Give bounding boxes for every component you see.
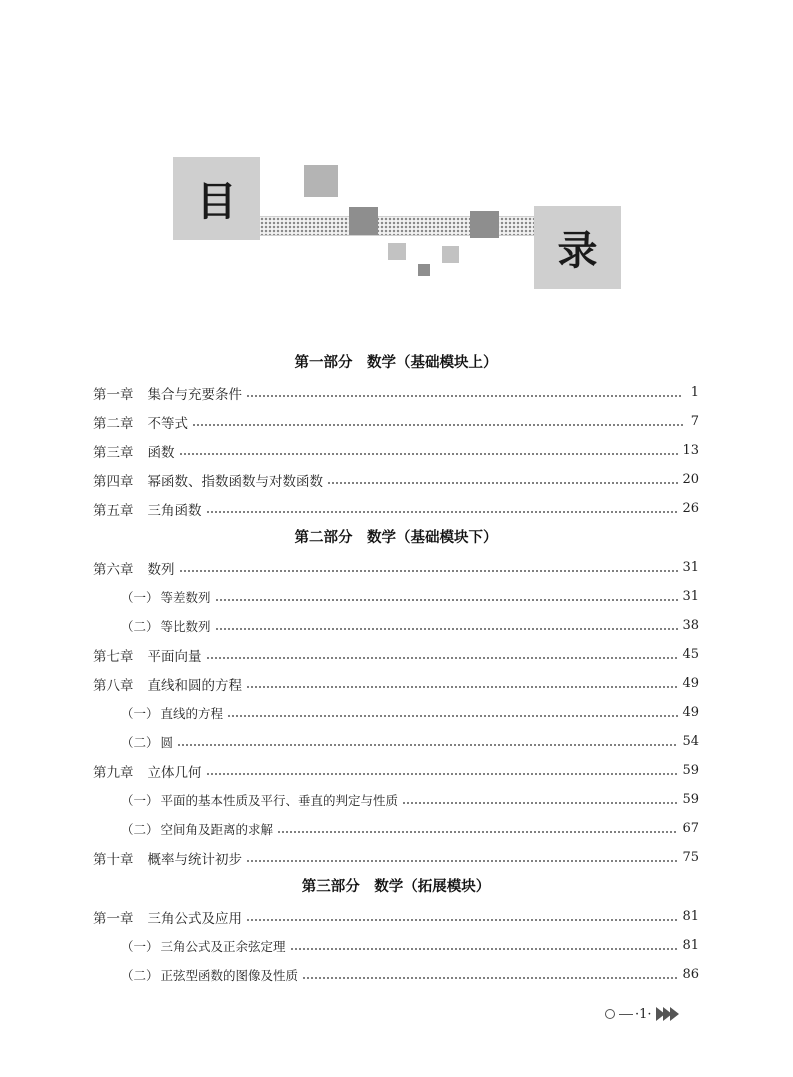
toc-entry-number: （一） bbox=[121, 705, 159, 721]
decor-square bbox=[418, 264, 430, 276]
toc-part-heading: 第一部分 数学（基础模块上） bbox=[294, 355, 498, 371]
toc-entry-number: 第五章 bbox=[93, 502, 134, 519]
toc-entry-title: 概率与统计初步 bbox=[147, 851, 242, 868]
toc-section-entry[interactable] bbox=[93, 960, 699, 989]
toc-entry-page: 54 bbox=[682, 734, 699, 749]
toc-entry-number: （一） bbox=[121, 792, 159, 808]
toc-entry-number: 第八章 bbox=[93, 677, 134, 694]
toc-section-entry[interactable] bbox=[93, 582, 699, 611]
toc-entry-page: 86 bbox=[682, 967, 699, 982]
toc-entry-page: 7 bbox=[690, 414, 699, 429]
dot-leader bbox=[402, 802, 678, 804]
toc-entry-page: 81 bbox=[682, 909, 699, 924]
toc-entry-title: 立体几何 bbox=[147, 764, 202, 781]
toc-section-entry[interactable] bbox=[93, 611, 699, 640]
page-footer bbox=[605, 1004, 679, 1024]
dot-leader bbox=[215, 628, 679, 630]
title-box-left bbox=[173, 157, 260, 240]
dot-leader bbox=[177, 744, 678, 746]
chevron-right-icon bbox=[670, 1007, 679, 1021]
toc-entry-title: 平面的基本性质及平行、垂直的判定与性质 bbox=[160, 792, 399, 808]
toc-entry-number: 第六章 bbox=[93, 561, 134, 578]
circle-icon bbox=[605, 1009, 615, 1019]
dot-leader bbox=[246, 919, 678, 921]
toc-section-entry[interactable] bbox=[93, 727, 699, 756]
toc-section-entry[interactable] bbox=[93, 931, 699, 960]
toc-chapter-entry[interactable] bbox=[93, 669, 699, 698]
toc-entry-title: 三角公式及应用 bbox=[147, 910, 242, 927]
toc-entry-page: 59 bbox=[682, 763, 699, 778]
toc-entry-page: 31 bbox=[682, 560, 699, 575]
toc-entry-number: （二） bbox=[121, 967, 159, 983]
toc-section-entry[interactable] bbox=[93, 814, 699, 843]
toc-chapter-entry[interactable] bbox=[93, 902, 699, 931]
toc-entry-page: 67 bbox=[682, 821, 699, 836]
dot-leader bbox=[179, 453, 679, 455]
toc-entry-title: 函数 bbox=[147, 444, 175, 461]
toc-entry-page: 20 bbox=[682, 472, 699, 487]
toc-entry-page: 49 bbox=[682, 676, 699, 691]
title-box-right bbox=[534, 206, 621, 289]
toc-entry-title: 等差数列 bbox=[160, 589, 211, 605]
decor-square bbox=[442, 246, 459, 263]
toc-part-heading: 第三部分 数学（拓展模块） bbox=[301, 879, 491, 895]
toc-entry-number: 第三章 bbox=[93, 444, 134, 461]
toc-chapter-entry[interactable] bbox=[93, 553, 699, 582]
table-of-contents bbox=[93, 348, 699, 989]
divider bbox=[619, 1014, 633, 1015]
toc-entry-title: 集合与充要条件 bbox=[147, 386, 242, 403]
toc-entry-title: 圆 bbox=[160, 734, 174, 750]
toc-entry-number: （二） bbox=[121, 734, 159, 750]
title-char-right: 录 bbox=[557, 228, 598, 274]
toc-entry-title: 三角公式及正余弦定理 bbox=[160, 938, 286, 954]
toc-entry-page: 26 bbox=[682, 501, 699, 516]
toc-entry-number: （二） bbox=[121, 821, 159, 837]
toc-entry-title: 数列 bbox=[147, 561, 175, 578]
toc-entry-title: 直线和圆的方程 bbox=[147, 677, 242, 694]
decor-square bbox=[388, 243, 406, 260]
toc-chapter-entry[interactable] bbox=[93, 494, 699, 523]
toc-entry-number: 第一章 bbox=[93, 386, 134, 403]
dot-leader bbox=[246, 860, 678, 862]
decor-square bbox=[304, 165, 338, 197]
toc-entry-page: 81 bbox=[682, 938, 699, 953]
toc-entry-number: 第一章 bbox=[93, 910, 134, 927]
title-char-left: 目 bbox=[196, 179, 237, 225]
dot-leader bbox=[246, 395, 683, 397]
toc-entry-page: 59 bbox=[682, 792, 699, 807]
toc-entry-number: （一） bbox=[121, 589, 159, 605]
dot-leader bbox=[206, 657, 679, 659]
toc-chapter-entry[interactable] bbox=[93, 843, 699, 872]
page-number: ·1· bbox=[635, 1006, 652, 1022]
toc-entry-title: 空间角及距离的求解 bbox=[160, 821, 274, 837]
toc-entry-number: 第二章 bbox=[93, 415, 134, 432]
dot-leader bbox=[246, 686, 678, 688]
toc-entry-number: 第十章 bbox=[93, 851, 134, 868]
toc-entry-page: 38 bbox=[682, 618, 699, 633]
toc-entry-title: 直线的方程 bbox=[160, 705, 224, 721]
toc-chapter-entry[interactable] bbox=[93, 465, 699, 494]
dot-leader bbox=[327, 482, 678, 484]
toc-chapter-entry[interactable] bbox=[93, 407, 699, 436]
toc-entry-page: 1 bbox=[690, 385, 699, 400]
toc-entry-number: （一） bbox=[121, 938, 159, 954]
dot-leader bbox=[179, 570, 679, 572]
toc-section-entry[interactable] bbox=[93, 698, 699, 727]
toc-chapter-entry[interactable] bbox=[93, 378, 699, 407]
toc-chapter-entry[interactable] bbox=[93, 640, 699, 669]
toc-entry-page: 13 bbox=[682, 443, 699, 458]
toc-entry-title: 平面向量 bbox=[147, 648, 202, 665]
toc-section-entry[interactable] bbox=[93, 785, 699, 814]
toc-entry-title: 正弦型函数的图像及性质 bbox=[160, 967, 299, 983]
toc-part-heading: 第二部分 数学（基础模块下） bbox=[294, 530, 498, 546]
decor-square bbox=[349, 207, 378, 235]
toc-entry-number: （二） bbox=[121, 618, 159, 634]
toc-entry-title: 等比数列 bbox=[160, 618, 211, 634]
toc-entry-number: 第九章 bbox=[93, 764, 134, 781]
dot-leader bbox=[206, 511, 679, 513]
toc-entry-title: 三角函数 bbox=[147, 502, 202, 519]
toc-entry-title: 不等式 bbox=[147, 415, 188, 432]
toc-chapter-entry[interactable] bbox=[93, 756, 699, 785]
toc-entry-number: 第七章 bbox=[93, 648, 134, 665]
dot-leader bbox=[206, 773, 679, 775]
dot-leader bbox=[290, 948, 679, 950]
dot-leader bbox=[302, 977, 678, 979]
toc-entry-page: 49 bbox=[682, 705, 699, 720]
toc-entry-number: 第四章 bbox=[93, 473, 134, 490]
decor-square bbox=[470, 211, 499, 238]
dot-leader bbox=[215, 599, 679, 601]
toc-entry-page: 75 bbox=[682, 850, 699, 865]
toc-entry-page: 45 bbox=[682, 647, 699, 662]
dot-leader bbox=[277, 831, 678, 833]
toc-entry-title: 幂函数、指数函数与对数函数 bbox=[147, 473, 323, 490]
toc-entry-page: 31 bbox=[682, 589, 699, 604]
toc-chapter-entry[interactable] bbox=[93, 436, 699, 465]
dot-leader bbox=[227, 715, 678, 717]
dot-leader bbox=[192, 424, 683, 426]
